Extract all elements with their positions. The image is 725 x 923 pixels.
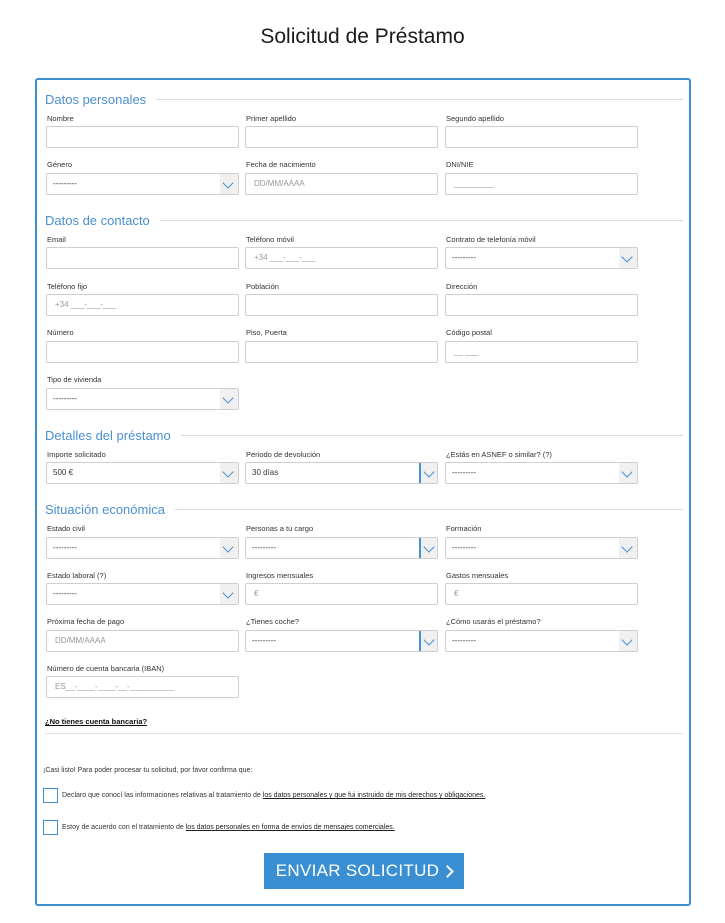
coche-value: --------- <box>252 636 276 645</box>
chevron-down-icon <box>419 631 437 651</box>
fecha-nacimiento-input[interactable]: DD/MM/AAAA <box>245 173 438 195</box>
telefono-fijo-label: Teléfono fijo <box>47 282 88 291</box>
periodo-value: 30 días <box>252 468 279 477</box>
loan-application-form <box>35 78 691 906</box>
estado-laboral-select[interactable] <box>46 583 239 605</box>
contrato-value: --------- <box>452 253 476 262</box>
tipo-vivienda-value: --------- <box>53 394 77 403</box>
personas-cargo-label: Personas a tu cargo <box>246 524 314 533</box>
formacion-value: --------- <box>452 543 476 552</box>
no-bank-account-link[interactable]: ¿No tienes cuenta bancaria? <box>45 717 148 726</box>
section-divider <box>175 509 683 510</box>
importe-value: 500 € <box>53 468 74 477</box>
nombre-label: Nombre <box>47 114 74 123</box>
numero-input[interactable] <box>46 341 239 363</box>
periodo-label: Periodo de devolución <box>246 450 321 459</box>
page-title: Solicitud de Préstamo <box>260 25 465 48</box>
section-divider <box>156 99 683 100</box>
chevron-down-icon <box>619 463 637 483</box>
contrato-select[interactable] <box>445 247 638 269</box>
chevron-down-icon <box>619 631 637 651</box>
coche-label: ¿Tienes coche? <box>246 617 300 626</box>
consent-personal-data-label: Declaro que conocí las informaciones relativas al tratamiento de <box>62 792 263 799</box>
consent-personal-data-row <box>43 788 485 803</box>
numero-label: Número <box>47 328 74 337</box>
ingresos-label: Ingresos mensuales <box>246 571 314 580</box>
section-personal <box>45 92 683 107</box>
personas-cargo-select[interactable] <box>245 537 438 559</box>
genero-value: --------- <box>53 179 77 188</box>
estado-civil-select[interactable] <box>46 537 239 559</box>
proxima-fecha-input[interactable]: DD/MM/AAAA <box>46 630 239 652</box>
asnef-select[interactable] <box>445 462 638 484</box>
chevron-down-icon <box>619 538 637 558</box>
submit-label: ENVIAR SOLICITUD <box>275 861 440 880</box>
codigo-postal-input[interactable]: __ ___ <box>445 341 638 363</box>
proxima-fecha-label: Próxima fecha de pago <box>47 617 125 626</box>
gastos-input[interactable]: € <box>445 583 638 605</box>
submit-button[interactable] <box>264 853 464 889</box>
estado-civil-value: --------- <box>53 543 77 552</box>
nombre-input[interactable] <box>46 126 239 148</box>
section-loan <box>45 428 683 443</box>
gastos-label: Gastos mensuales <box>446 571 509 580</box>
ingresos-input[interactable]: € <box>245 583 438 605</box>
piso-input[interactable] <box>245 341 438 363</box>
telefono-movil-label: Teléfono móvil <box>246 235 294 244</box>
estado-civil-label: Estado civil <box>47 524 85 533</box>
genero-label: Género <box>47 160 73 169</box>
consent-commercial-text <box>62 824 395 831</box>
email-label: Email <box>47 235 66 244</box>
section-economic <box>45 502 683 517</box>
coche-select[interactable] <box>245 630 438 652</box>
dni-input[interactable]: _________ <box>445 173 638 195</box>
segundo-apellido-label: Segundo apellido <box>446 114 504 123</box>
chevron-down-icon <box>220 538 238 558</box>
consent-personal-data-checkbox[interactable] <box>43 788 58 803</box>
section-economic-title: Situación económica <box>45 502 165 517</box>
uso-prestamo-label: ¿Cómo usarás el préstamo? <box>446 617 541 626</box>
consent-personal-data-text <box>62 792 485 799</box>
commercial-data-link[interactable]: los datos personales en forma de envíos de mensajes comerciales. <box>185 824 395 831</box>
chevron-down-icon <box>220 174 238 194</box>
formacion-select[interactable] <box>445 537 638 559</box>
contrato-label: Contrato de telefonía móvil <box>446 235 536 244</box>
uso-prestamo-select[interactable] <box>445 630 638 652</box>
fecha-nacimiento-label: Fecha de nacimiento <box>246 160 316 169</box>
consent-commercial-checkbox[interactable] <box>43 820 58 835</box>
genero-select[interactable] <box>46 173 239 195</box>
confirm-note: ¡Casi listo! Para poder procesar tu solicitud, por favor confirma que: <box>43 767 253 774</box>
codigo-postal-label: Código postal <box>446 328 492 337</box>
divider <box>45 733 683 734</box>
dni-label: DNI/NIE <box>446 160 474 169</box>
poblacion-input[interactable] <box>245 294 438 316</box>
primer-apellido-label: Primer apellido <box>246 114 297 123</box>
tipo-vivienda-select[interactable] <box>46 388 239 410</box>
telefono-fijo-input[interactable]: +34 ___-___-___ <box>46 294 239 316</box>
estado-laboral-label: Estado laboral (?) <box>47 571 107 580</box>
telefono-movil-input[interactable]: +34 ___-___-___ <box>245 247 438 269</box>
email-input[interactable] <box>46 247 239 269</box>
importe-select[interactable] <box>46 462 239 484</box>
chevron-right-icon <box>441 865 454 878</box>
consent-commercial-label: Estoy de acuerdo con el tratamiento de <box>62 824 186 831</box>
asnef-value: --------- <box>452 468 476 477</box>
direccion-input[interactable] <box>445 294 638 316</box>
chevron-down-icon <box>220 389 238 409</box>
chevron-down-icon <box>220 463 238 483</box>
segundo-apellido-input[interactable] <box>445 126 638 148</box>
direccion-label: Dirección <box>446 282 478 291</box>
chevron-down-icon <box>419 463 437 483</box>
iban-label: Número de cuenta bancaria (IBAN) <box>47 664 165 673</box>
piso-label: Piso, Puerta <box>246 328 287 337</box>
personal-data-link[interactable]: los datos personales y que fui instruido de mis derechos y obligaciones. <box>262 792 486 799</box>
iban-input[interactable]: ES__-____-____-__-__________ <box>46 676 239 698</box>
chevron-down-icon <box>220 584 238 604</box>
section-personal-title: Datos personales <box>45 92 147 107</box>
section-contact-title: Datos de contacto <box>45 213 150 228</box>
consent-commercial-row <box>43 820 395 835</box>
section-divider <box>181 435 683 436</box>
personas-cargo-value: --------- <box>252 543 276 552</box>
primer-apellido-input[interactable] <box>245 126 438 148</box>
tipo-vivienda-label: Tipo de vivienda <box>47 375 102 384</box>
formacion-label: Formación <box>446 524 482 533</box>
chevron-down-icon <box>619 248 637 268</box>
section-contact <box>45 213 683 228</box>
section-divider <box>160 220 683 221</box>
periodo-select[interactable] <box>245 462 438 484</box>
estado-laboral-value: --------- <box>53 589 77 598</box>
asnef-label: ¿Estás en ASNEF o similar? (?) <box>446 450 552 459</box>
section-loan-title: Detalles del préstamo <box>45 428 171 443</box>
importe-label: Importe solicitado <box>47 450 106 459</box>
poblacion-label: Población <box>246 282 279 291</box>
uso-prestamo-value: --------- <box>452 636 476 645</box>
chevron-down-icon <box>419 538 437 558</box>
